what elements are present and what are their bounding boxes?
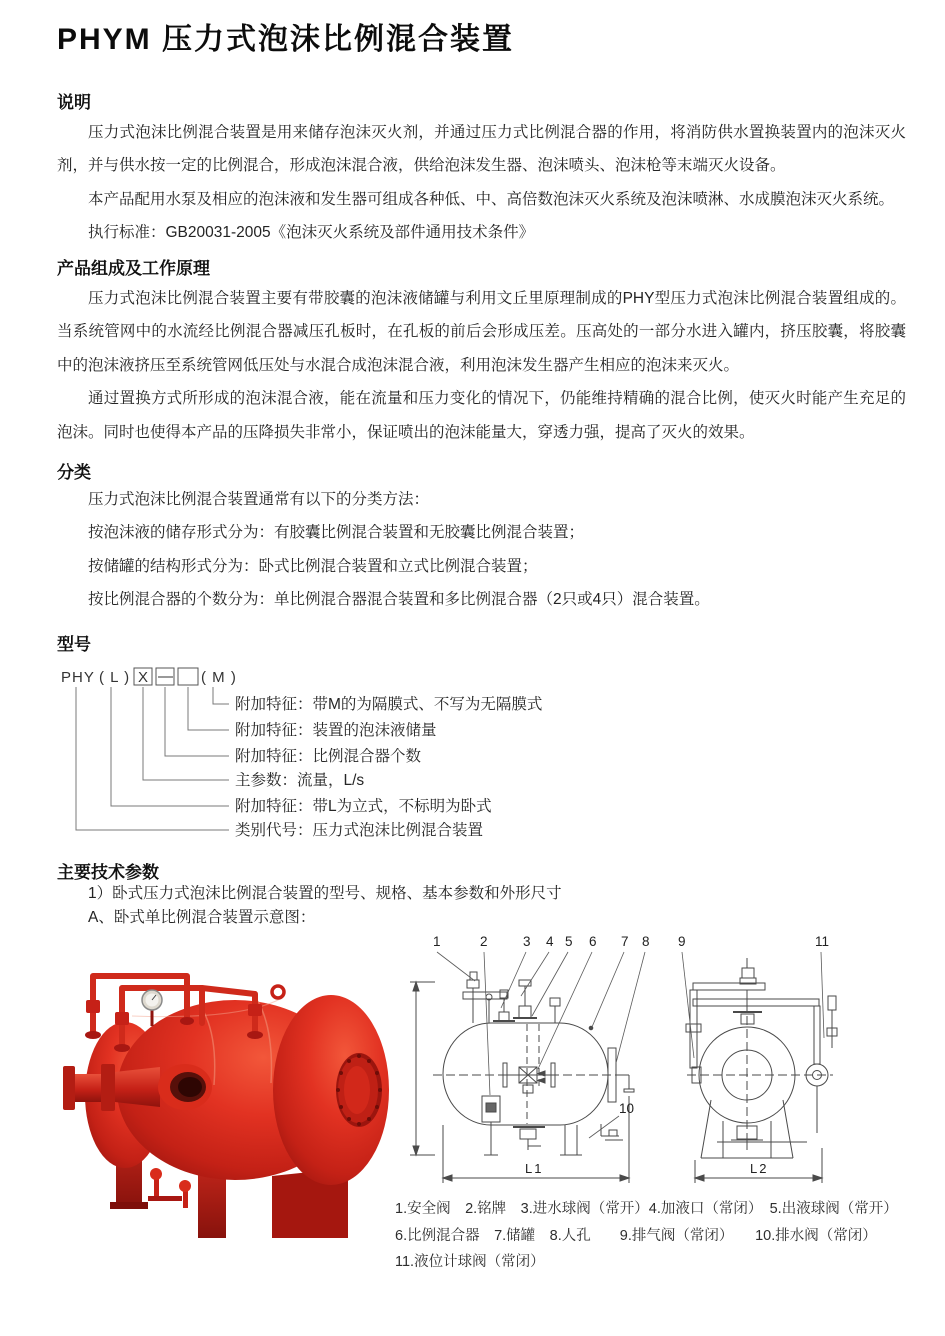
section-heading-description: 说明 — [57, 93, 91, 112]
drain-valves — [148, 1168, 191, 1208]
parameters-line-2: A、卧式单比例混合装置示意图： — [88, 909, 316, 926]
section-heading-parameters: 主要技术参数 — [57, 863, 159, 882]
dimension-l2: L2 — [750, 1161, 769, 1176]
manhole-flange — [336, 1053, 382, 1127]
parameters-line-1: 1）卧式压力式泡沫比例混合装置的型号、规格、基本参数和外形尺寸 — [88, 885, 562, 902]
composition-paragraph-2: 通过置换方式所形成的泡沫混合液，能在流量和压力变化的情况下，仍能维持精确的混合比例，使灭火时能产生充足的泡沫。同时也使得本产品的压降损失非常小，保证喷出的泡沫能量大，穿透力强，提高了灭火的效果。 — [57, 390, 906, 441]
model-code-dash: — — [158, 668, 174, 685]
model-connector-lines — [76, 687, 229, 830]
dimension-l1: L1 — [525, 1161, 544, 1176]
callout-4: 4 — [546, 934, 554, 949]
callout-9: 9 — [678, 934, 686, 949]
model-code-x: X — [138, 669, 150, 686]
description-paragraph-1: 压力式泡沫比例混合装置是用来储存泡沫灭火剂，并通过压力式比例混合器的作用，将消防供水置换装置内的泡沫灭火剂，并与供水按一定的比例混合，形成泡沫混合液，供给泡沫发生器、泡沫喷头、泡沫枪等末端灭火设备。 — [57, 124, 906, 175]
model-label: 附加特征：带L为立式，不标明为卧式 — [235, 798, 492, 815]
callout-7: 7 — [621, 934, 629, 949]
model-label: 附加特征：比例混合器个数 — [235, 748, 422, 765]
legend-line-3: 11.液位计球阀（常闭） — [395, 1254, 545, 1270]
model-label: 主参数：流量，L/s — [235, 772, 365, 789]
lifting-lug — [272, 986, 284, 998]
callout-10: 10 — [619, 1101, 635, 1116]
callout-6: 6 — [589, 934, 597, 949]
product-photo — [50, 938, 400, 1238]
callout-3: 3 — [523, 934, 531, 949]
classification-item: 按储罐的结构形式分为：卧式比例混合装置和立式比例混合装置； — [88, 557, 538, 575]
model-code-box-empty — [178, 668, 198, 685]
composition-paragraph-1: 压力式泡沫比例混合装置主要有带胶囊的泡沫液储罐与利用文丘里原理制成的PHY型压力式泡沫比例混合装置组成的。当系统管网中的水流经比例混合器减压孔板时，在孔板的前后会形成压差。压高处的一部分水进入罐内，挤压胶囊，将胶囊中的泡沫液挤压至系统管网低压处与水混合成泡沫混合液，利用泡沫发生器产生相应的泡沫来灭火。 — [57, 290, 906, 374]
legend-line-2: 6.比例混合器 7.储罐 8.人孔 9.排气阀（常闭） 10.排水阀（常闭） — [395, 1227, 877, 1244]
model-code-l: ( L ) — [99, 669, 131, 686]
classification-list — [57, 483, 710, 617]
classification-item: 按比例混合器的个数分为：单比例混合器混合装置和多比例混合器（2只或4只）混合装置。 — [88, 591, 710, 609]
model-code-m: ( M ) — [201, 669, 237, 686]
pressure-gauge — [142, 990, 162, 1026]
model-code-prefix: PHY — [61, 669, 95, 686]
section-heading-classification: 分类 — [57, 463, 91, 482]
model-label: 附加特征：装置的泡沫液储量 — [235, 722, 437, 739]
description-standard-line: 执行标准：GB20031-2005《泡沫灭火系统及部件通用技术条件》 — [88, 224, 535, 242]
section-heading-composition: 产品组成及工作原理 — [57, 259, 210, 278]
model-code-diagram — [57, 660, 657, 855]
front-view-drawing — [686, 958, 837, 1183]
callout-1: 1 — [433, 934, 441, 949]
page-title: PHYM 压力式泡沫比例混合装置 — [57, 23, 515, 56]
callout-2: 2 — [480, 934, 488, 949]
section-heading-model: 型号 — [57, 635, 91, 654]
classification-intro: 压力式泡沫比例混合装置通常有以下的分类方法： — [88, 491, 430, 508]
callout-11: 11 — [815, 934, 830, 949]
figure-legend — [395, 1196, 943, 1276]
model-label: 附加特征：带M的为隔膜式、不写为无隔膜式 — [235, 696, 543, 713]
legend-line-1: 1.安全阀 2.铭牌 3.进水球阀（常开）4.加液口（常闭） 5.出液球阀（常开） — [395, 1201, 898, 1217]
description-paragraph-2: 本产品配用水泵及相应的泡沫液和发生器可组成各种低、中、高倍数泡沫灭火系统及泡沫喷淋、水成膜泡沫灭火系统。 — [88, 190, 895, 208]
callout-5: 5 — [565, 934, 573, 949]
callout-8: 8 — [642, 934, 650, 949]
model-label: 类别代号：压力式泡沫比例混合装置 — [235, 822, 484, 839]
callout-numbers — [433, 934, 829, 1176]
description-text — [57, 116, 906, 250]
technical-drawing — [405, 928, 940, 1195]
side-view-drawing — [410, 972, 634, 1183]
composition-text — [57, 282, 906, 449]
classification-item: 按泡沫液的储存形式分为：有胶囊比例混合装置和无胶囊比例混合装置； — [88, 524, 585, 542]
